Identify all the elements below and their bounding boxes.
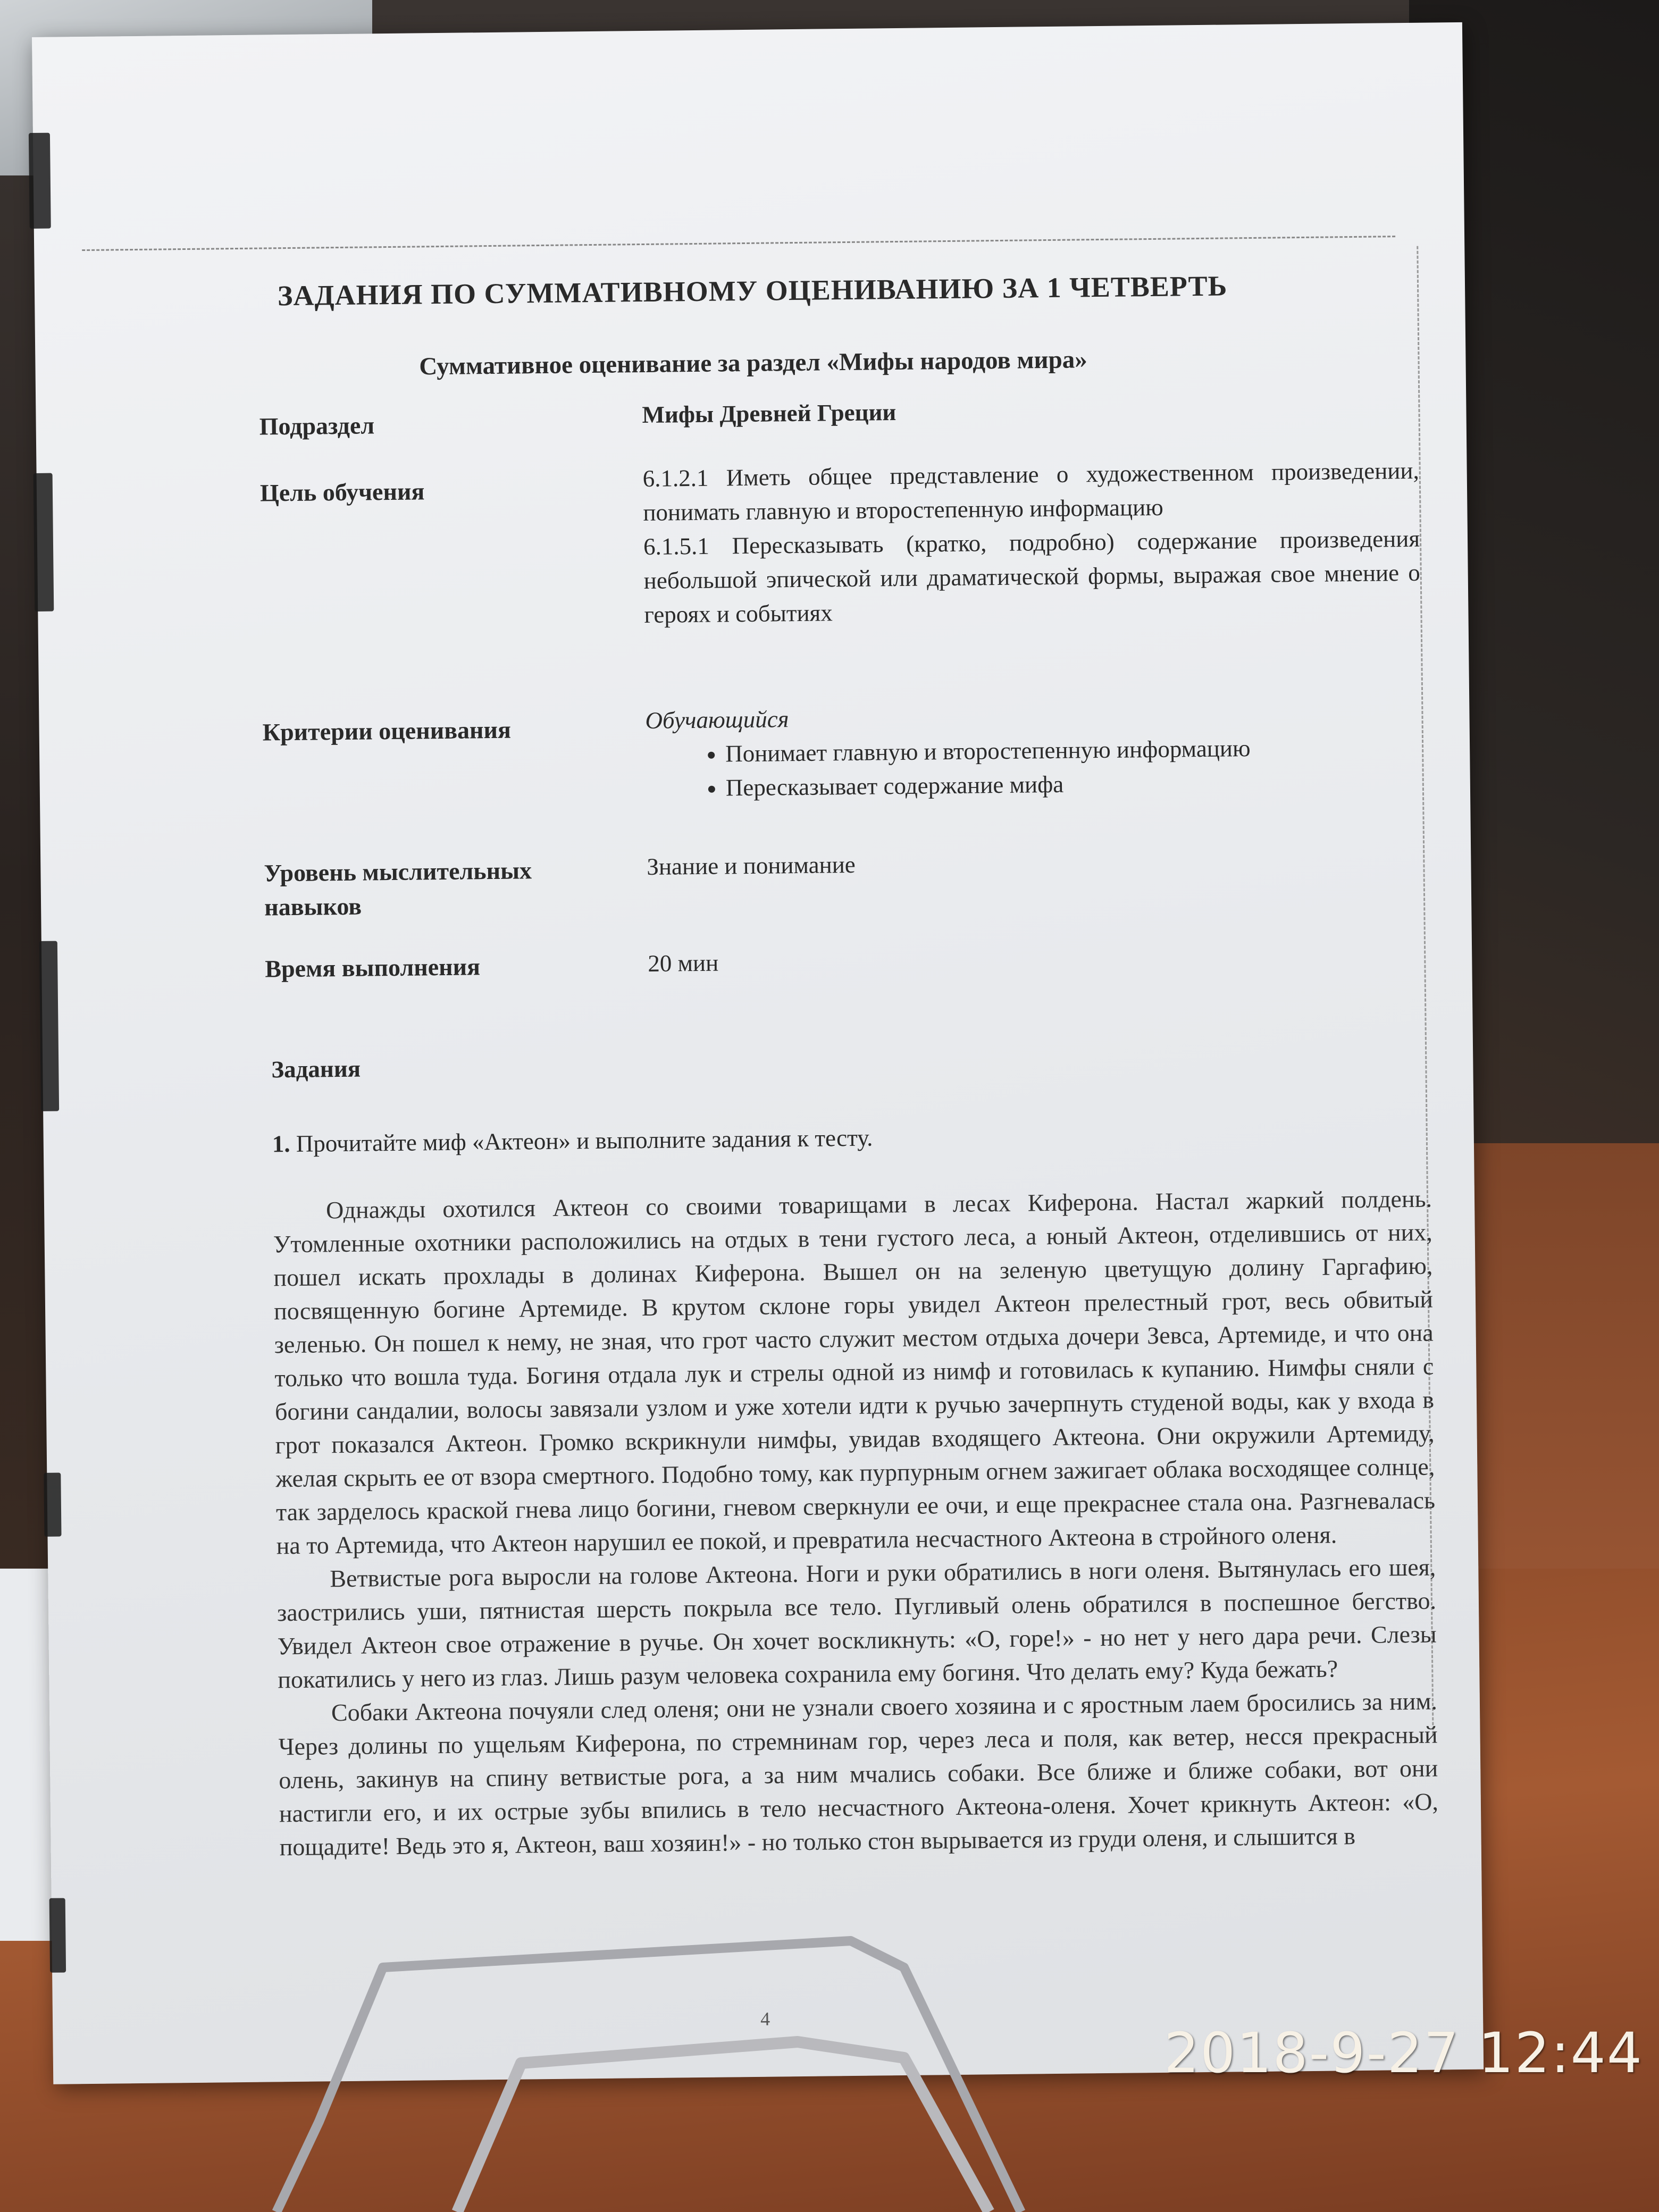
task-1-text: Прочитайте миф «Актеон» и выполните задания к тесту. bbox=[296, 1124, 873, 1157]
objective-1: 6.1.2.1 Иметь общее представление о художественном произведении, понимать главную и второстепенную информацию bbox=[642, 457, 1419, 526]
task-1-number: 1. bbox=[272, 1130, 290, 1158]
copy-mark bbox=[39, 941, 59, 1111]
copy-mark bbox=[29, 133, 51, 229]
document-title: ЗАДАНИЯ ПО СУММАТИВНОМУ ОЦЕНИВАНИЮ ЗА 1 ЧЕТВЕРТЬ bbox=[277, 270, 1228, 312]
skills-label: Уровень мыслительных навыков bbox=[264, 857, 532, 921]
objective-2: 6.1.5.1 Пересказывать (кратко, подробно) содержание произведения небольшой эпической или драматической формы, выражая свое мнение о героях и событиях bbox=[643, 525, 1420, 629]
criteria-list bbox=[646, 730, 1422, 806]
myth-paragraph: Ветвистые рога выросли на голове Актеона. Ноги и руки обратились в ноги оленя. Вытянулась его шея, заострились уши, пятнистая шерсть покрыла все тело. Пугливый олень обратился в поспешное бегство. Увидел Актеон свое отражение в ручье. Он хочет воскликнуть: «О, горе!» - но нет у него дара речи. Слезы покатились у него из глаз. Лишь разум человека сохранила ему богиня. Что делать ему? Куда бежать? bbox=[276, 1553, 1437, 1694]
criteria-label: Критерии оценивания bbox=[262, 716, 512, 746]
photo-timestamp: 2018-9-27 12:44 bbox=[1164, 2021, 1643, 2085]
copy-mark bbox=[44, 1473, 61, 1537]
document-subtitle: Суммативное оценивание за раздел «Мифы народов мира» bbox=[419, 346, 1087, 381]
copy-mark bbox=[49, 1898, 66, 1973]
criteria-lead: Обучающийся bbox=[645, 706, 789, 734]
subsection-label: Подраздел bbox=[259, 412, 375, 440]
goal-label: Цель обучения bbox=[259, 477, 425, 507]
time-label: Время выполнения bbox=[265, 953, 481, 983]
myth-paragraph: Однажды охотился Актеон со своими товарищами в лесах Киферона. Настал жаркий полдень. Утомленные охотники расположились на отдых в тени густого леса, а юный Актеон, отделившись от них, пошел искать прохлады в долинах Киферона. Вышел он на зеленую цветущую долину Гаргафию, посвященную богине Артемиде. В крутом склоне горы увидел Актеон прелестный грот, весь обвитый зеленью. Он пошел к нему, не зная, что грот часто служит местом отдыха дочери Зевса, Артемиде, и что она только что вошла туда. Богиня отдала лук и стрелы одной из нимф и готовилась к купанию. Нимфы сняли с богини сандалии, волосы завязали узлом и уже хотели идти к ручью зачерпнуть студеной воды, как у входа в грот показался Актеон. Громко вскрикнули нимфы, увидав входящего Актеона. Они окружили Артемиду, желая скрыть ее от взора смертного. Подобно тому, как пурпурным огнем зажигает облака восходящее солнце, так зарделось краской гнева лицо богини, гневом сверкнули ее очи, и еще прекраснее стала она. Разгневалась на то Артемида, что Актеон нарушил ее покой, и превратила несчастного Актеона в стройного оленя. bbox=[273, 1185, 1436, 1560]
document-sheet bbox=[32, 22, 1484, 2084]
page-number: 4 bbox=[760, 2008, 770, 2030]
tasks-heading: Задания bbox=[271, 1055, 361, 1083]
skills-value: Знание и понимание bbox=[647, 851, 856, 880]
goal-objectives bbox=[642, 454, 1420, 632]
myth-paragraph: Собаки Актеона почуяли след оленя; они не узнали своего хозяина и с яростным лаем бросились за ним. Через долины по ущельям Киферона, по стремнинам гор, через леса и поля, как ветер, несся прекрасный олень, закинув на спину ветвистые рога, а за ним мчались собаки. Все ближе и ближе собаки, вот они настигли его, и их острые зубы впились в тело несчастного Актеона-оленя. Хочет крикнуть Актеон: «О, пощадите! Ведь это я, Актеон, ваш хозяин!» - но только стон вырывается из груди оленя, и слышится в bbox=[278, 1687, 1439, 1861]
criteria-block bbox=[645, 696, 1422, 806]
frame-border-top bbox=[82, 236, 1395, 251]
criteria-item: • Пересказывает содержание мифа bbox=[726, 764, 1423, 805]
subsection-value: Мифы Древней Греции bbox=[642, 399, 896, 429]
task-1 bbox=[272, 1118, 1415, 1158]
myth-text bbox=[273, 1182, 1439, 1864]
criteria-item: • Понимает главную и второстепенную информацию bbox=[725, 730, 1422, 771]
time-value: 20 мин bbox=[648, 949, 719, 977]
copy-mark bbox=[33, 473, 54, 611]
